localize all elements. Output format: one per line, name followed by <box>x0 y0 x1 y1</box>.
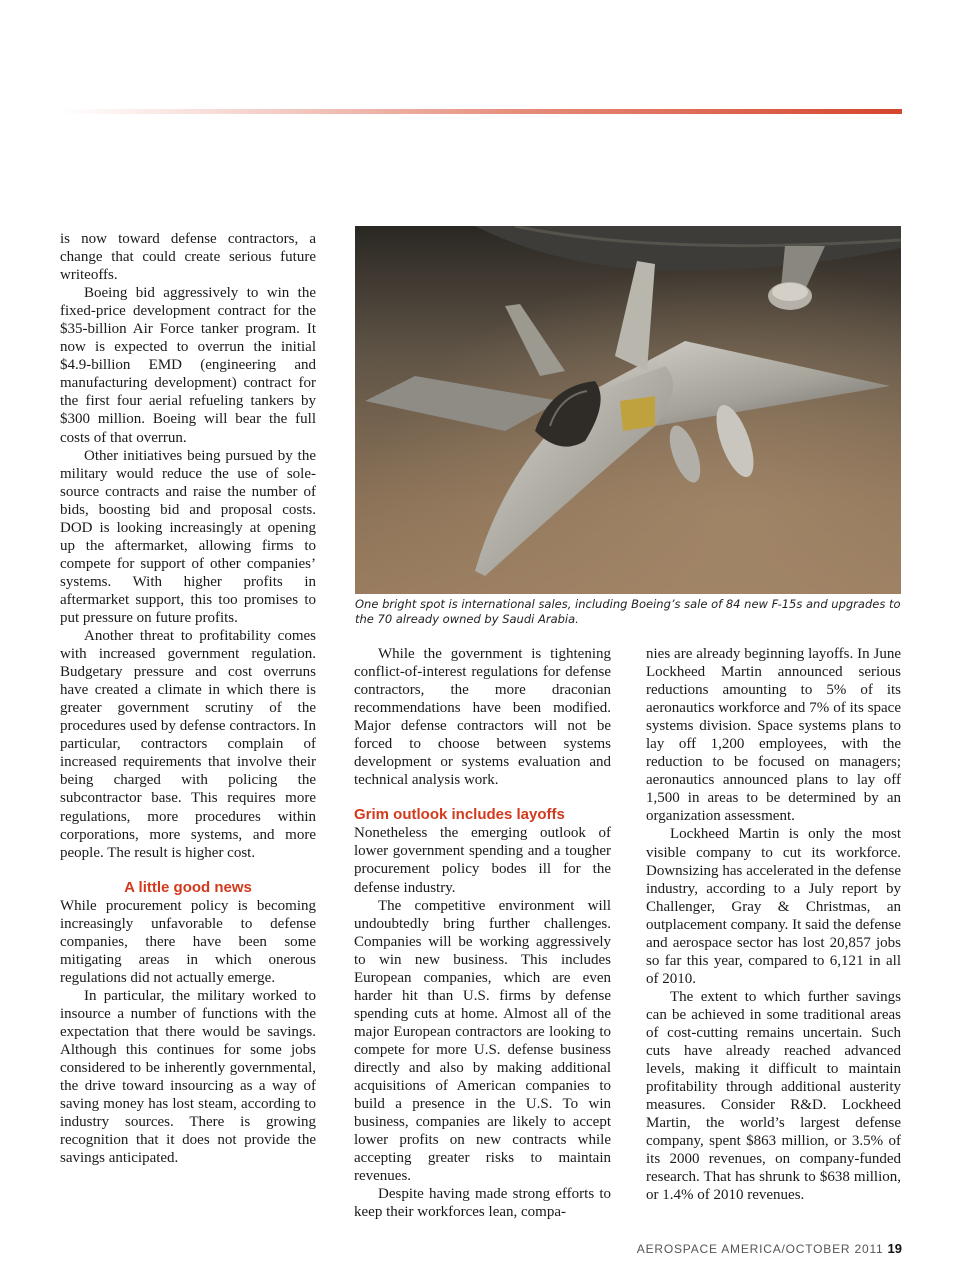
photo-caption: One bright spot is international sales, including Boeing’s sale of 84 new F-15s and upgrades to the 70 already owned by Saudi Arabia. <box>355 597 901 626</box>
paragraph: is now toward defense contractors, a change that could create serious future writeoffs. <box>60 231 316 284</box>
section-heading: Grim outlook includes layoffs <box>354 806 565 824</box>
paragraph: Another threat to profitability comes with increased government regulation. Budgetary pressure and cost overruns have created a climate in which there is greater government scrutiny of the procedures used by defense contractors. In particular, contractors complain of increased requirements that involve their being charged with policing the subcontractor base. This requires more regulations, more procedures within corporations, more systems, and more people. The result is higher cost. <box>60 628 316 861</box>
paragraph: Other initiatives being pursued by the military would reduce the use of sole-source contracts and raise the number of bids, boosting bid and proposal costs. DOD is looking increasingly at opening up the aftermarket, allowing firms to compete for support of other companies’ systems. With higher profits in aftermarket support, this too promises to put pressure on future profits. <box>60 447 316 626</box>
paragraph: Lockheed Martin is only the most visible company to cut its workforce. Downsizing has accelerated in the defense industry, according to a July report by Challenger, Gray & Christmas, an outplacement company. It said the defense and aerospace sector has lost 20,857 jobs so far this year, compared to 6,121 in all of 2010. <box>646 826 901 987</box>
column-3 <box>646 645 901 1204</box>
paragraph: Nonetheless the emerging outlook of lower government spending and a tougher procurement policy bodes ill for the defense industry. <box>354 825 611 896</box>
column-2 <box>354 645 611 1221</box>
paragraph: The extent to which further savings can be achieved in some traditional areas of cost-cutting remains uncertain. Such cuts have already reached advanced levels, making it difficult to maintain profitability through additional austerity measures. Consider R&D. Lockheed Martin, the world’s largest defense company, spent $863 million, or 3.5% of its 2000 revenues, on company-funded research. That has shrunk to $638 million, or 1.4% of 2010 revenues. <box>646 988 901 1204</box>
section-heading: A little good news <box>124 878 252 896</box>
paragraph: Despite having made strong efforts to keep their workforces lean, compa- <box>354 1186 611 1221</box>
paragraph: nies are already beginning layoffs. In June Lockheed Martin announced serious reductions amounting to 5% of its aeronautics workforce and 7% of its space systems division. Space systems plans to lay off 1,200 employees, with the reduction to be focused on managers; aeronautics announced plans to lay off 1,500 in areas to be determined by an organization assessment. <box>646 646 901 825</box>
fighter-jet-refueling-photo-icon <box>355 226 901 594</box>
paragraph: In particular, the military worked to insource a number of functions with the expectation that there would be savings. Although this continues for some jobs considered to be inherently governmental, the drive toward insourcing as a way of saving money has lost steam, according to industry sources. There is growing recognition that it does not provide the savings anticipated. <box>60 987 316 1167</box>
page-footer <box>637 1241 902 1256</box>
fighter-jet-photo <box>355 226 901 594</box>
column-1 <box>60 230 316 1167</box>
paragraph: While the government is tightening conflict-of-interest regulations for defense contractors, the more draconian recommendations have been modified. Major defense contractors will not be forced to choose between systems development or systems evaluation and technical analysis work. <box>354 646 611 789</box>
paragraph: While procurement policy is becoming increasingly unfavorable to defense companies, there have been some mitigating areas in which onerous regulations did not actually emerge. <box>60 897 316 986</box>
page-number: 19 <box>887 1241 902 1256</box>
paragraph: Boeing bid aggressively to win the fixed-price development contract for the $35-billion Air Force tanker program. It now is expected to overrun the initial $4.9-billion EMD (engineering and manufacturing development) contract for the first four aerial refueling tankers by $300 million. Boeing will bear the full costs of that overrun. <box>60 285 316 446</box>
header-rule <box>60 109 902 114</box>
publication-name: AEROSPACE AMERICA/OCTOBER 2011 <box>636 1242 884 1256</box>
paragraph: The competitive environment will undoubtedly bring further challenges. Companies will be working aggressively to win new business. This includes European companies, which are even harder hit than U.S. firms by defense spending cuts at home. Almost all of the major European contractors are looking to compete for more U.S. defense business directly and also by making additional acquisitions of American companies to build a presence in the U.S. To win business, companies are likely to accept lower profits on new contracts while accepting greater risks to maintain revenues. <box>354 897 611 1185</box>
